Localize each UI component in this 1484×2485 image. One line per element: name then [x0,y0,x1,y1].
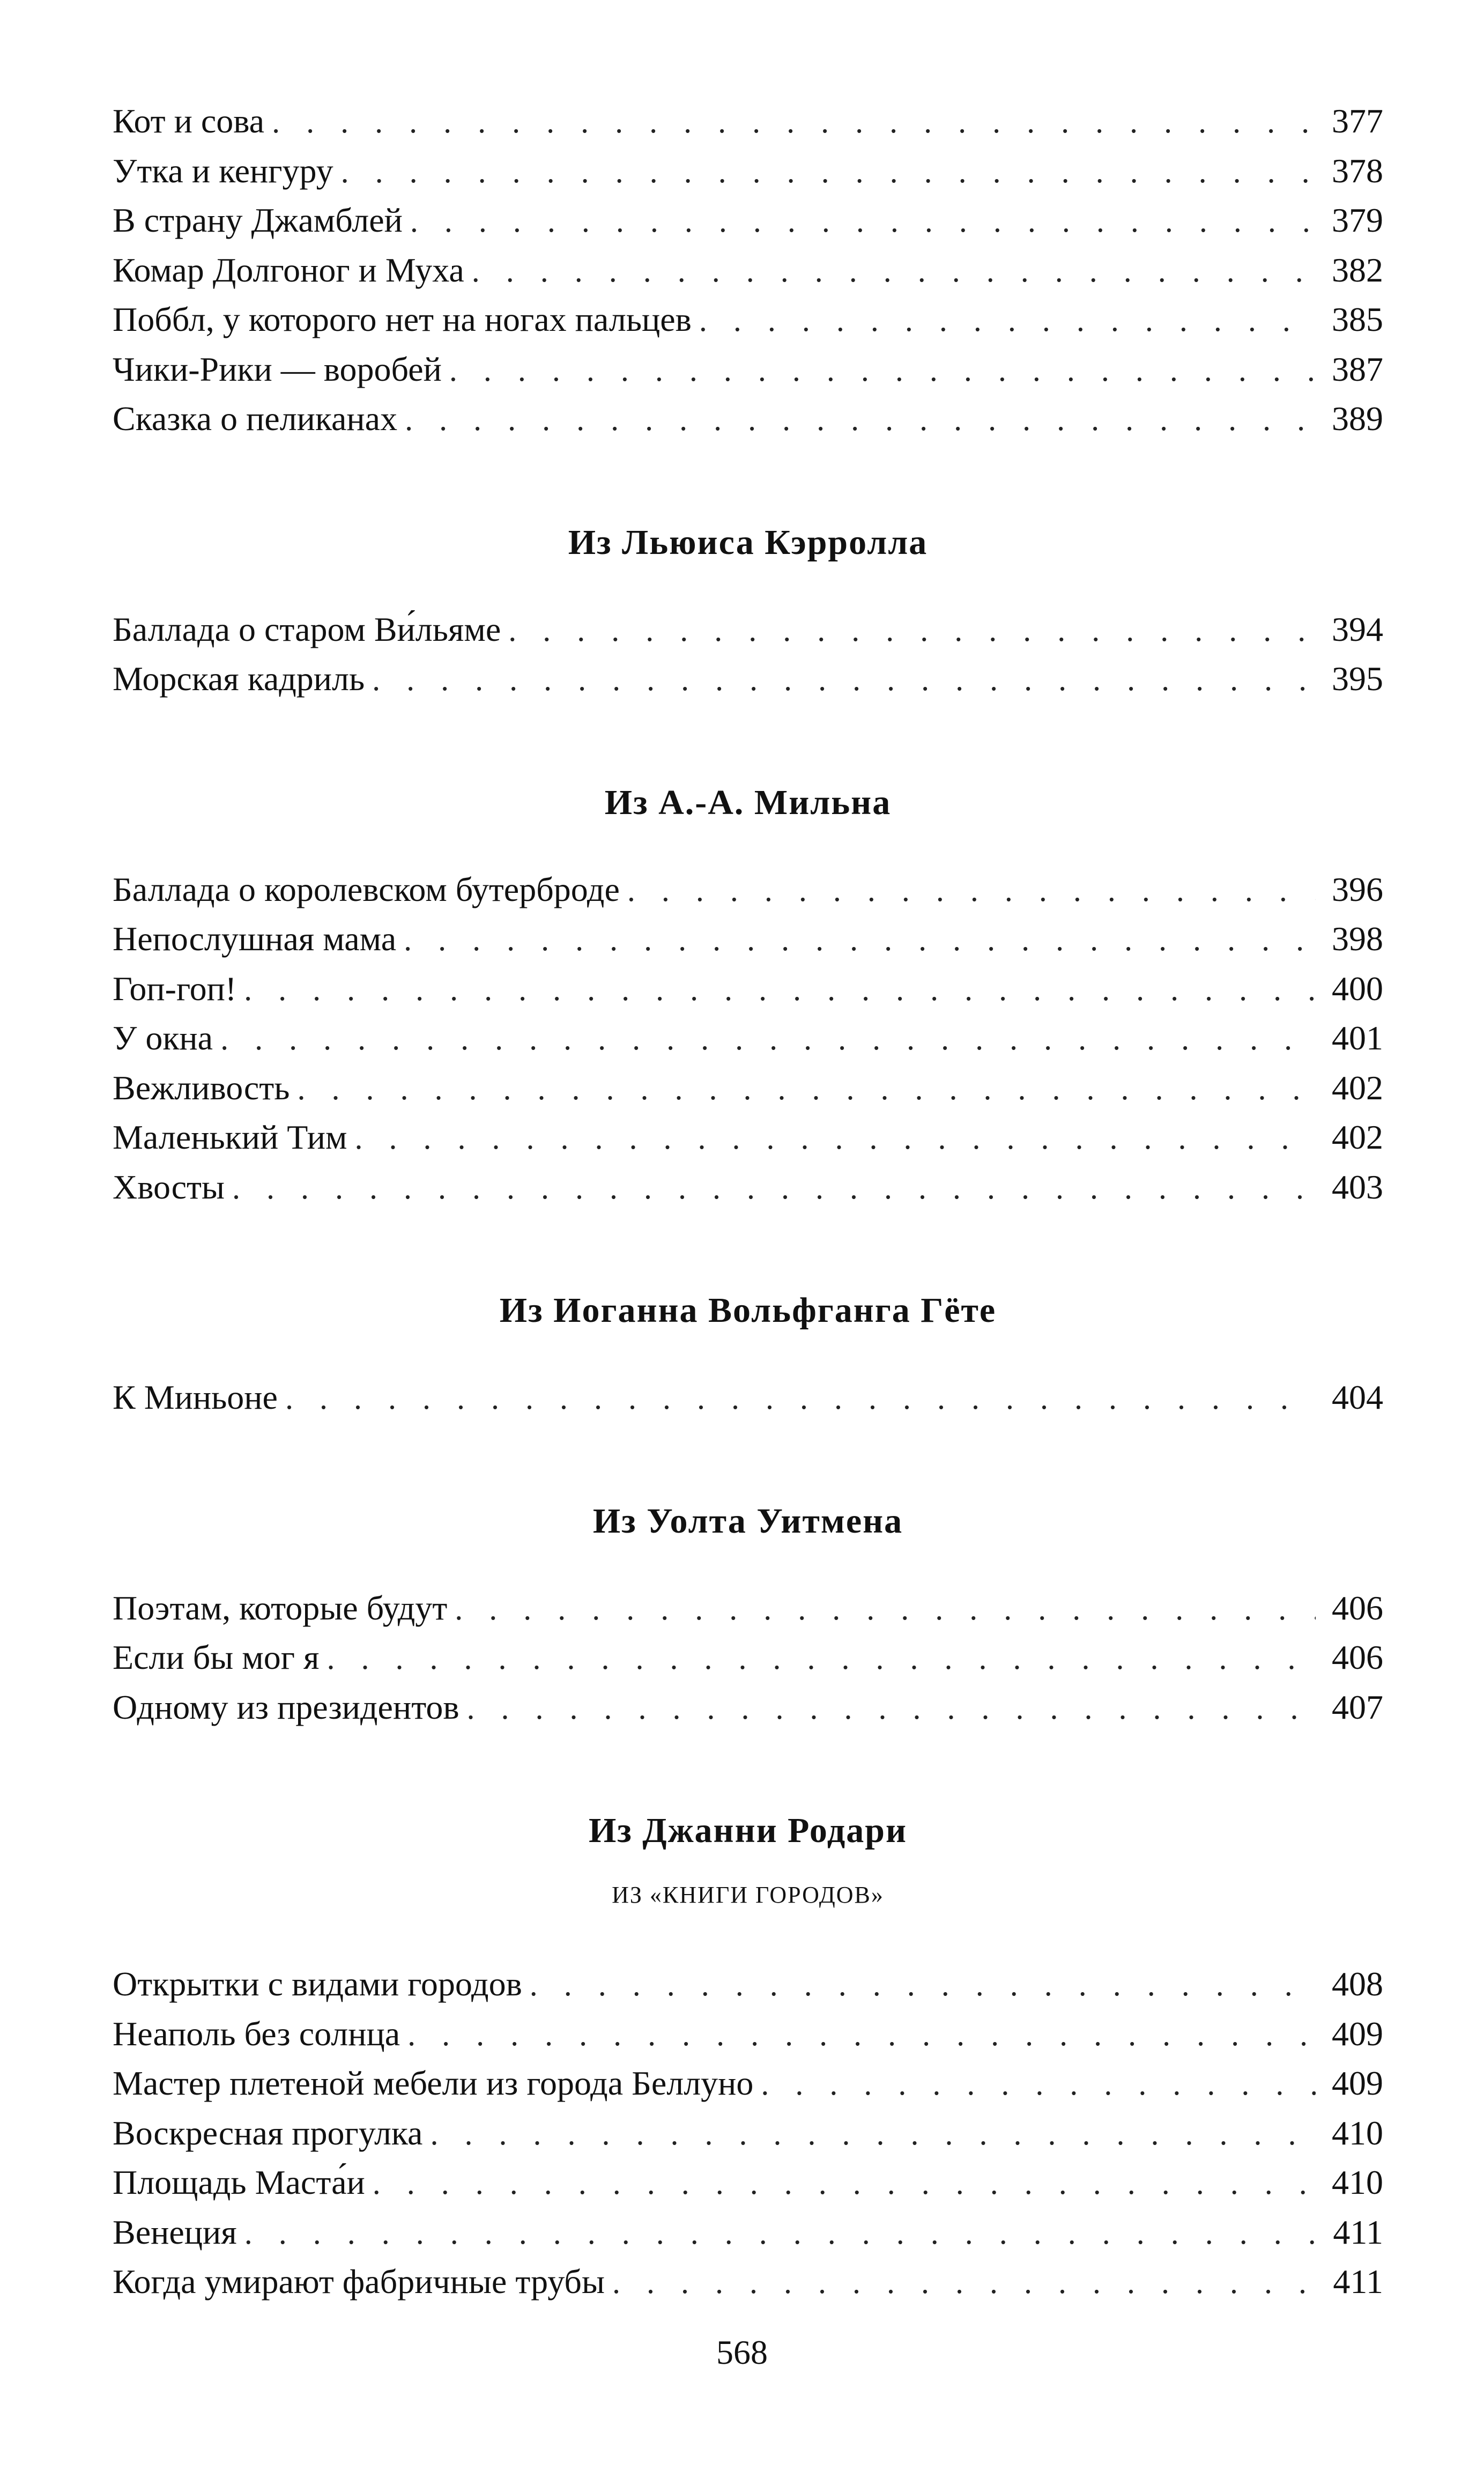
section-spacer [113,444,1383,518]
dot-leader [508,605,1316,655]
page-number: 568 [716,2333,768,2371]
entry-title: Открытки с видами городов [113,1965,522,2003]
dot-leader [373,2158,1316,2208]
section-spacer [113,1335,1383,1373]
toc-entry [113,1063,1383,1113]
dot-leader [372,655,1316,705]
entry-title: Непослушная мама [113,920,397,958]
entry-page-number: 411 [1333,2262,1383,2301]
dot-leader [467,1683,1316,1733]
entry-page-number: 394 [1332,610,1383,648]
section-spacer [113,1732,1383,1806]
dot-leader [285,1373,1316,1423]
section-heading: Из А.-А. Мильна [604,782,892,822]
entry-title: Маленький Тим [113,1118,347,1156]
dot-leader [530,1960,1316,2010]
dot-leader [297,1064,1316,1114]
dot-leader [472,246,1316,296]
entry-page-number: 385 [1332,300,1383,338]
entry-page-number: 396 [1332,870,1383,908]
entry-title: Если бы мог я [113,1638,320,1676]
entry-title: Комар Долгоног и Муха [113,250,464,289]
entry-title: Чики-Рики — воробей [113,350,442,388]
toc-entry [113,345,1383,395]
entry-title: Морская кадриль [113,660,365,698]
toc-entry [113,196,1383,246]
entry-title: Баллада о старом Ви́льяме [113,610,501,648]
section-heading: Из Льюиса Кэрролла [568,522,928,562]
entry-title: Вежливость [113,1068,290,1107]
entry-title: Утка и кенгуру [113,151,333,190]
entry-title: Венеция [113,2213,237,2251]
dot-leader [272,97,1316,147]
toc-entry [113,1683,1383,1733]
entry-page-number: 402 [1332,1068,1383,1107]
toc-entry [113,295,1383,345]
dot-leader [355,1113,1316,1163]
entry-page-number: 404 [1332,1378,1383,1416]
entry-page-number: 406 [1332,1588,1383,1627]
section-heading: Из Уолта Уитмена [592,1501,903,1541]
toc-entry [113,246,1383,295]
dot-leader [327,1633,1316,1683]
toc-entry [113,2009,1383,2059]
section-spacer [113,1212,1383,1286]
dot-leader [232,1163,1316,1213]
section-heading: Из Джанни Родари [588,1811,908,1850]
entry-page-number: 409 [1332,2064,1383,2102]
section-spacer [113,1423,1383,1497]
section-spacer [113,704,1383,778]
toc-entry [113,914,1383,964]
toc-entry [113,1163,1383,1212]
toc-section [113,1212,1383,1423]
dot-leader [407,2010,1316,2060]
section-spacer [113,567,1383,605]
toc-entry [113,146,1383,196]
toc-entry [113,1014,1383,1063]
toc-entry [113,605,1383,655]
entry-title: Мастер плетеной мебели из города Беллуно [113,2064,754,2102]
entry-title: Хвосты [113,1167,225,1206]
dot-leader [612,2258,1316,2308]
toc-entry [113,2208,1383,2258]
entry-title: Поббл, у которого нет на ногах пальцев [113,300,692,338]
dot-leader [449,345,1316,395]
toc-entry [113,394,1383,444]
section-subheading: ИЗ «КНИГИ ГОРОДОВ» [612,1882,884,1908]
table-of-contents [113,97,1383,2307]
entry-page-number: 409 [1332,2014,1383,2053]
entry-page-number: 410 [1332,2113,1383,2152]
toc-entry [113,1633,1383,1683]
entry-page-number: 398 [1332,920,1383,958]
entry-page-number: 408 [1332,1965,1383,2003]
entry-title: Площадь Маста́и [113,2163,365,2201]
toc-section [113,444,1383,704]
entry-page-number: 403 [1332,1167,1383,1206]
entry-title: Баллада о королевском бутерброде [113,870,620,908]
toc-entry [113,1113,1383,1163]
entry-title: Кот и сова [113,102,265,140]
dot-leader [410,196,1316,246]
entry-page-number: 379 [1332,201,1383,239]
dot-leader [627,866,1316,915]
dot-leader [244,965,1316,1015]
toc-entry [113,2257,1383,2307]
toc-section [113,1732,1383,2307]
toc-entry [113,1959,1383,2009]
dot-leader [220,1014,1316,1064]
entry-page-number: 395 [1332,660,1383,698]
toc-entry [113,97,1383,146]
dot-leader [404,915,1316,965]
dot-leader [405,395,1316,445]
toc-entry [113,1373,1383,1423]
entry-title: Сказка о пеликанах [113,400,398,438]
dot-leader [761,2059,1316,2109]
entry-page-number: 387 [1332,350,1383,388]
toc-entry [113,1584,1383,1633]
toc-section [113,1423,1383,1733]
entry-title: У окна [113,1019,213,1057]
toc-entry [113,865,1383,915]
entry-title: Поэтам, которые будут [113,1588,448,1627]
toc-entry [113,964,1383,1014]
toc-entry [113,2059,1383,2109]
entry-page-number: 400 [1332,969,1383,1008]
toc-entry [113,2109,1383,2158]
section-spacer [113,1546,1383,1584]
entry-page-number: 410 [1332,2163,1383,2201]
section-spacer [113,827,1383,865]
entry-page-number: 406 [1332,1638,1383,1676]
entry-page-number: 377 [1332,102,1383,140]
toc-section [113,97,1383,444]
toc-entry [113,654,1383,704]
dot-leader [244,2208,1316,2258]
entry-title: Гоп-гоп! [113,969,237,1008]
dot-leader [699,295,1316,345]
dot-leader [341,147,1316,197]
entry-title: К Миньоне [113,1378,278,1416]
entry-title: В страну Джамблей [113,201,403,239]
toc-section [113,704,1383,1212]
entry-title: Неаполь без солнца [113,2014,400,2053]
entry-page-number: 411 [1333,2213,1383,2251]
entry-page-number: 401 [1332,1019,1383,1057]
entry-page-number: 378 [1332,151,1383,190]
dot-leader [455,1584,1316,1634]
toc-entry [113,2158,1383,2208]
section-spacer [113,1911,1383,1959]
entry-page-number: 382 [1332,250,1383,289]
entry-title: Когда умирают фабричные трубы [113,2262,605,2301]
entry-page-number: 407 [1332,1688,1383,1726]
entry-title: Одному из президентов [113,1688,459,1726]
entry-page-number: 402 [1332,1118,1383,1156]
dot-leader [430,2109,1316,2159]
entry-page-number: 389 [1332,400,1383,438]
entry-title: Воскресная прогулка [113,2113,423,2152]
section-heading: Из Иоганна Вольфганга Гёте [499,1291,997,1330]
